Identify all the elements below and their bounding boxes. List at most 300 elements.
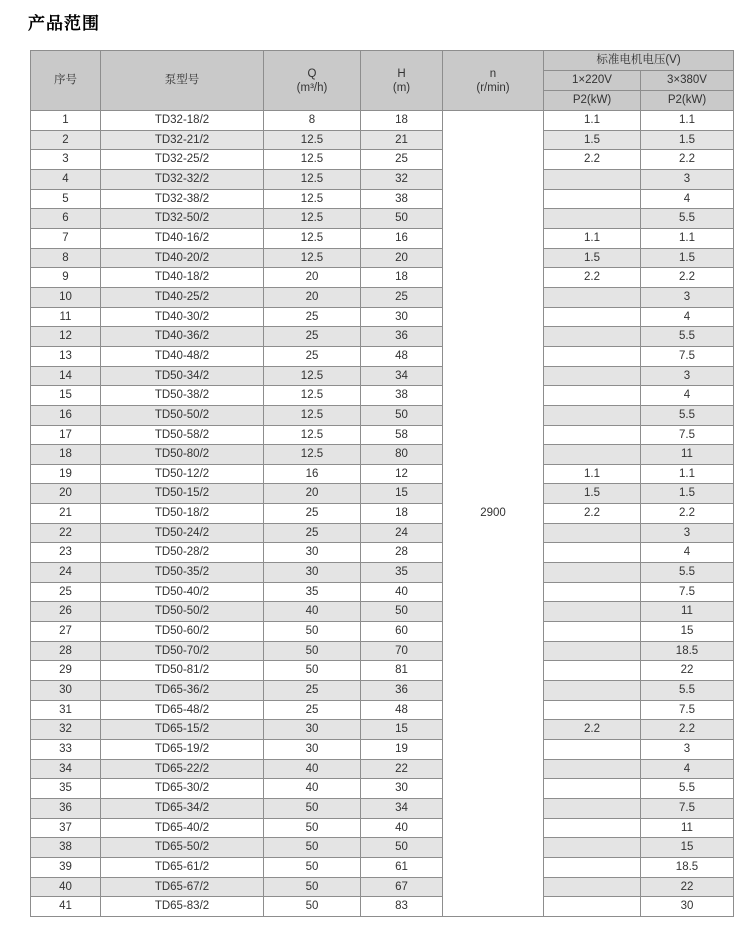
cell-p2-220v — [544, 563, 641, 583]
cell-model: TD32-32/2 — [101, 169, 264, 189]
cell-p2-380v: 5.5 — [641, 209, 734, 229]
cell-model: TD50-38/2 — [101, 386, 264, 406]
table-row — [31, 563, 734, 583]
cell-p2-220v — [544, 740, 641, 760]
header-index: 序号 — [31, 51, 101, 111]
cell-p2-380v: 15 — [641, 838, 734, 858]
cell-p2-380v: 1.5 — [641, 248, 734, 268]
table-row — [31, 346, 734, 366]
table-row — [31, 622, 734, 642]
cell-p2-220v: 2.2 — [544, 504, 641, 524]
cell-p2-220v — [544, 622, 641, 642]
header-speed-n — [443, 51, 544, 111]
table-row — [31, 189, 734, 209]
cell-p2-380v: 7.5 — [641, 700, 734, 720]
cell-p2-220v: 2.2 — [544, 150, 641, 170]
cell-head-h: 21 — [361, 130, 443, 150]
cell-flow-q: 25 — [264, 327, 361, 347]
table-row — [31, 228, 734, 248]
table-row — [31, 641, 734, 661]
cell-flow-q: 12.5 — [264, 405, 361, 425]
cell-index: 25 — [31, 582, 101, 602]
cell-p2-220v — [544, 700, 641, 720]
table-row — [31, 602, 734, 622]
cell-p2-220v — [544, 759, 641, 779]
cell-p2-220v — [544, 405, 641, 425]
table-row — [31, 130, 734, 150]
table-row — [31, 366, 734, 386]
cell-p2-380v: 22 — [641, 661, 734, 681]
cell-model: TD65-48/2 — [101, 700, 264, 720]
cell-p2-380v: 4 — [641, 386, 734, 406]
cell-head-h: 18 — [361, 268, 443, 288]
cell-p2-220v — [544, 386, 641, 406]
table-row — [31, 700, 734, 720]
table-row — [31, 209, 734, 229]
cell-flow-q: 25 — [264, 681, 361, 701]
product-range-table — [30, 50, 734, 917]
cell-p2-380v: 1.1 — [641, 111, 734, 131]
cell-head-h: 36 — [361, 327, 443, 347]
cell-model: TD40-20/2 — [101, 248, 264, 268]
cell-index: 32 — [31, 720, 101, 740]
cell-flow-q: 50 — [264, 857, 361, 877]
cell-head-h: 16 — [361, 228, 443, 248]
cell-p2-380v: 2.2 — [641, 268, 734, 288]
header-h-symbol: H — [397, 67, 406, 80]
cell-head-h: 83 — [361, 897, 443, 917]
table-row — [31, 857, 734, 877]
cell-p2-380v: 1.1 — [641, 464, 734, 484]
cell-index: 3 — [31, 150, 101, 170]
cell-model: TD50-58/2 — [101, 425, 264, 445]
cell-index: 18 — [31, 445, 101, 465]
cell-head-h: 28 — [361, 543, 443, 563]
cell-flow-q: 30 — [264, 563, 361, 583]
cell-flow-q: 20 — [264, 484, 361, 504]
cell-index: 41 — [31, 897, 101, 917]
cell-flow-q: 12.5 — [264, 169, 361, 189]
cell-head-h: 12 — [361, 464, 443, 484]
cell-flow-q: 12.5 — [264, 445, 361, 465]
cell-index: 4 — [31, 169, 101, 189]
header-row-1 — [31, 51, 734, 71]
cell-head-h: 19 — [361, 740, 443, 760]
cell-index: 34 — [31, 759, 101, 779]
cell-head-h: 50 — [361, 602, 443, 622]
cell-index: 14 — [31, 366, 101, 386]
cell-index: 40 — [31, 877, 101, 897]
cell-p2-220v — [544, 602, 641, 622]
cell-model: TD65-50/2 — [101, 838, 264, 858]
cell-p2-380v: 3 — [641, 523, 734, 543]
cell-p2-220v: 1.1 — [544, 228, 641, 248]
header-n-unit: (r/min) — [476, 81, 510, 94]
cell-index: 16 — [31, 405, 101, 425]
cell-p2-220v — [544, 209, 641, 229]
header-voltage-group: 标准电机电压(V) — [544, 51, 734, 71]
cell-p2-220v: 2.2 — [544, 720, 641, 740]
cell-p2-380v: 30 — [641, 897, 734, 917]
cell-index: 7 — [31, 228, 101, 248]
cell-p2-220v — [544, 445, 641, 465]
cell-flow-q: 50 — [264, 897, 361, 917]
cell-head-h: 24 — [361, 523, 443, 543]
cell-head-h: 40 — [361, 818, 443, 838]
cell-flow-q: 50 — [264, 818, 361, 838]
cell-p2-220v — [544, 287, 641, 307]
cell-model: TD50-34/2 — [101, 366, 264, 386]
cell-index: 15 — [31, 386, 101, 406]
header-head-h — [361, 51, 443, 111]
cell-index: 21 — [31, 504, 101, 524]
header-voltage-380v: 3×380V — [641, 71, 734, 91]
cell-p2-380v: 2.2 — [641, 150, 734, 170]
table-row — [31, 248, 734, 268]
cell-model: TD65-22/2 — [101, 759, 264, 779]
cell-head-h: 30 — [361, 307, 443, 327]
cell-head-h: 34 — [361, 366, 443, 386]
header-q-unit: (m³/h) — [296, 81, 328, 94]
cell-index: 30 — [31, 681, 101, 701]
table-row — [31, 897, 734, 917]
cell-model: TD65-36/2 — [101, 681, 264, 701]
cell-p2-380v: 7.5 — [641, 346, 734, 366]
cell-head-h: 15 — [361, 720, 443, 740]
cell-p2-380v: 15 — [641, 622, 734, 642]
cell-p2-220v — [544, 169, 641, 189]
cell-head-h: 34 — [361, 798, 443, 818]
cell-flow-q: 8 — [264, 111, 361, 131]
cell-flow-q: 12.5 — [264, 228, 361, 248]
cell-index: 31 — [31, 700, 101, 720]
cell-p2-220v — [544, 818, 641, 838]
cell-index: 8 — [31, 248, 101, 268]
cell-model: TD65-34/2 — [101, 798, 264, 818]
cell-p2-380v: 18.5 — [641, 641, 734, 661]
cell-model: TD50-12/2 — [101, 464, 264, 484]
cell-model: TD40-36/2 — [101, 327, 264, 347]
cell-p2-220v — [544, 681, 641, 701]
cell-p2-380v: 11 — [641, 602, 734, 622]
header-voltage-220v: 1×220V — [544, 71, 641, 91]
cell-flow-q: 30 — [264, 543, 361, 563]
cell-n-speed: 2900 — [443, 111, 544, 917]
cell-p2-380v: 4 — [641, 307, 734, 327]
cell-model: TD32-21/2 — [101, 130, 264, 150]
cell-index: 9 — [31, 268, 101, 288]
cell-head-h: 30 — [361, 779, 443, 799]
cell-model: TD65-15/2 — [101, 720, 264, 740]
cell-p2-220v — [544, 543, 641, 563]
cell-flow-q: 50 — [264, 641, 361, 661]
cell-p2-220v — [544, 523, 641, 543]
table-row — [31, 386, 734, 406]
cell-model: TD65-30/2 — [101, 779, 264, 799]
table-row — [31, 425, 734, 445]
cell-index: 38 — [31, 838, 101, 858]
cell-flow-q: 50 — [264, 622, 361, 642]
cell-p2-220v — [544, 779, 641, 799]
cell-p2-220v — [544, 877, 641, 897]
cell-model: TD40-18/2 — [101, 268, 264, 288]
cell-index: 10 — [31, 287, 101, 307]
cell-head-h: 60 — [361, 622, 443, 642]
cell-p2-220v — [544, 425, 641, 445]
cell-flow-q: 20 — [264, 287, 361, 307]
cell-model: TD65-67/2 — [101, 877, 264, 897]
cell-p2-380v: 5.5 — [641, 327, 734, 347]
cell-p2-380v: 2.2 — [641, 720, 734, 740]
cell-p2-220v — [544, 641, 641, 661]
cell-p2-220v — [544, 582, 641, 602]
table-row — [31, 779, 734, 799]
cell-index: 13 — [31, 346, 101, 366]
table-row — [31, 464, 734, 484]
cell-head-h: 38 — [361, 386, 443, 406]
table-row — [31, 327, 734, 347]
cell-flow-q: 25 — [264, 346, 361, 366]
cell-flow-q: 12.5 — [264, 248, 361, 268]
header-q-symbol: Q — [307, 67, 317, 80]
table-row — [31, 818, 734, 838]
cell-p2-380v: 1.5 — [641, 130, 734, 150]
cell-p2-220v: 1.5 — [544, 484, 641, 504]
cell-index: 11 — [31, 307, 101, 327]
cell-head-h: 50 — [361, 405, 443, 425]
cell-flow-q: 40 — [264, 602, 361, 622]
cell-head-h: 48 — [361, 700, 443, 720]
cell-flow-q: 12.5 — [264, 425, 361, 445]
cell-p2-380v: 4 — [641, 543, 734, 563]
cell-p2-220v: 2.2 — [544, 268, 641, 288]
cell-index: 6 — [31, 209, 101, 229]
cell-head-h: 38 — [361, 189, 443, 209]
cell-model: TD50-50/2 — [101, 602, 264, 622]
header-flow-q — [264, 51, 361, 111]
table-row — [31, 740, 734, 760]
cell-head-h: 50 — [361, 838, 443, 858]
table-row — [31, 838, 734, 858]
cell-model: TD50-35/2 — [101, 563, 264, 583]
cell-flow-q: 50 — [264, 661, 361, 681]
cell-model: TD40-30/2 — [101, 307, 264, 327]
cell-model: TD50-81/2 — [101, 661, 264, 681]
cell-p2-380v: 5.5 — [641, 563, 734, 583]
cell-model: TD40-48/2 — [101, 346, 264, 366]
cell-head-h: 32 — [361, 169, 443, 189]
cell-model: TD50-60/2 — [101, 622, 264, 642]
cell-flow-q: 25 — [264, 504, 361, 524]
table-row — [31, 111, 734, 131]
cell-model: TD65-61/2 — [101, 857, 264, 877]
cell-p2-380v: 7.5 — [641, 425, 734, 445]
table-body — [31, 111, 734, 917]
cell-model: TD50-15/2 — [101, 484, 264, 504]
cell-p2-220v — [544, 307, 641, 327]
cell-model: TD65-83/2 — [101, 897, 264, 917]
cell-head-h: 25 — [361, 150, 443, 170]
cell-index: 5 — [31, 189, 101, 209]
cell-p2-220v — [544, 366, 641, 386]
cell-p2-380v: 11 — [641, 445, 734, 465]
cell-p2-380v: 2.2 — [641, 504, 734, 524]
cell-p2-220v — [544, 838, 641, 858]
cell-flow-q: 20 — [264, 268, 361, 288]
cell-p2-220v — [544, 189, 641, 209]
cell-model: TD40-25/2 — [101, 287, 264, 307]
cell-p2-380v: 7.5 — [641, 582, 734, 602]
table-row — [31, 268, 734, 288]
cell-model: TD50-24/2 — [101, 523, 264, 543]
cell-p2-380v: 22 — [641, 877, 734, 897]
cell-head-h: 20 — [361, 248, 443, 268]
cell-model: TD50-50/2 — [101, 405, 264, 425]
cell-p2-220v — [544, 857, 641, 877]
cell-p2-220v — [544, 346, 641, 366]
cell-index: 12 — [31, 327, 101, 347]
cell-index: 27 — [31, 622, 101, 642]
cell-index: 20 — [31, 484, 101, 504]
cell-p2-220v: 1.5 — [544, 130, 641, 150]
cell-index: 35 — [31, 779, 101, 799]
cell-model: TD65-40/2 — [101, 818, 264, 838]
cell-flow-q: 25 — [264, 523, 361, 543]
cell-flow-q: 50 — [264, 798, 361, 818]
table-row — [31, 484, 734, 504]
cell-index: 37 — [31, 818, 101, 838]
cell-index: 22 — [31, 523, 101, 543]
cell-index: 36 — [31, 798, 101, 818]
cell-flow-q: 25 — [264, 700, 361, 720]
cell-head-h: 80 — [361, 445, 443, 465]
cell-head-h: 36 — [361, 681, 443, 701]
cell-p2-220v: 1.5 — [544, 248, 641, 268]
page-title: 产品范围 — [28, 14, 100, 33]
cell-flow-q: 12.5 — [264, 209, 361, 229]
header-p2-220v: P2(kW) — [544, 91, 641, 111]
cell-head-h: 35 — [361, 563, 443, 583]
cell-flow-q: 40 — [264, 779, 361, 799]
cell-head-h: 67 — [361, 877, 443, 897]
cell-p2-220v — [544, 798, 641, 818]
cell-index: 29 — [31, 661, 101, 681]
cell-p2-220v — [544, 897, 641, 917]
cell-head-h: 22 — [361, 759, 443, 779]
cell-p2-380v: 5.5 — [641, 779, 734, 799]
table-row — [31, 504, 734, 524]
cell-index: 17 — [31, 425, 101, 445]
cell-head-h: 70 — [361, 641, 443, 661]
cell-p2-220v — [544, 661, 641, 681]
cell-p2-380v: 3 — [641, 287, 734, 307]
cell-model: TD50-40/2 — [101, 582, 264, 602]
header-h-unit: (m) — [392, 81, 411, 94]
table-row — [31, 405, 734, 425]
table-row — [31, 877, 734, 897]
cell-flow-q: 30 — [264, 740, 361, 760]
cell-head-h: 18 — [361, 504, 443, 524]
cell-flow-q: 12.5 — [264, 386, 361, 406]
table-row — [31, 150, 734, 170]
cell-p2-380v: 18.5 — [641, 857, 734, 877]
cell-head-h: 40 — [361, 582, 443, 602]
cell-head-h: 61 — [361, 857, 443, 877]
cell-head-h: 25 — [361, 287, 443, 307]
cell-model: TD32-50/2 — [101, 209, 264, 229]
cell-p2-380v: 1.1 — [641, 228, 734, 248]
cell-head-h: 50 — [361, 209, 443, 229]
table-row — [31, 798, 734, 818]
cell-flow-q: 50 — [264, 838, 361, 858]
cell-model: TD50-18/2 — [101, 504, 264, 524]
cell-index: 39 — [31, 857, 101, 877]
cell-p2-380v: 3 — [641, 740, 734, 760]
cell-model: TD50-80/2 — [101, 445, 264, 465]
cell-flow-q: 25 — [264, 307, 361, 327]
cell-index: 1 — [31, 111, 101, 131]
cell-model: TD65-19/2 — [101, 740, 264, 760]
table-row — [31, 720, 734, 740]
cell-p2-380v: 7.5 — [641, 798, 734, 818]
cell-flow-q: 35 — [264, 582, 361, 602]
cell-flow-q: 40 — [264, 759, 361, 779]
cell-index: 23 — [31, 543, 101, 563]
header-p2-380v: P2(kW) — [641, 91, 734, 111]
cell-model: TD32-25/2 — [101, 150, 264, 170]
cell-model: TD50-70/2 — [101, 641, 264, 661]
table-row — [31, 759, 734, 779]
table-row — [31, 582, 734, 602]
cell-index: 2 — [31, 130, 101, 150]
cell-model: TD32-38/2 — [101, 189, 264, 209]
cell-p2-380v: 4 — [641, 189, 734, 209]
table-row — [31, 681, 734, 701]
cell-head-h: 15 — [361, 484, 443, 504]
cell-flow-q: 12.5 — [264, 366, 361, 386]
cell-flow-q: 12.5 — [264, 130, 361, 150]
cell-model: TD50-28/2 — [101, 543, 264, 563]
cell-head-h: 81 — [361, 661, 443, 681]
table-row — [31, 661, 734, 681]
cell-p2-220v — [544, 327, 641, 347]
table-row — [31, 543, 734, 563]
cell-flow-q: 12.5 — [264, 189, 361, 209]
cell-index: 19 — [31, 464, 101, 484]
cell-flow-q: 50 — [264, 877, 361, 897]
table-row — [31, 445, 734, 465]
table-row — [31, 307, 734, 327]
cell-p2-380v: 11 — [641, 818, 734, 838]
cell-index: 26 — [31, 602, 101, 622]
table-header — [31, 51, 734, 111]
cell-head-h: 48 — [361, 346, 443, 366]
cell-flow-q: 12.5 — [264, 150, 361, 170]
cell-flow-q: 16 — [264, 464, 361, 484]
cell-p2-220v: 1.1 — [544, 111, 641, 131]
cell-p2-380v: 3 — [641, 169, 734, 189]
cell-p2-380v: 5.5 — [641, 681, 734, 701]
header-n-symbol: n — [489, 67, 497, 80]
cell-head-h: 58 — [361, 425, 443, 445]
table-row — [31, 523, 734, 543]
cell-p2-380v: 3 — [641, 366, 734, 386]
table-row — [31, 169, 734, 189]
cell-p2-380v: 5.5 — [641, 405, 734, 425]
cell-p2-380v: 1.5 — [641, 484, 734, 504]
cell-flow-q: 30 — [264, 720, 361, 740]
cell-model: TD32-18/2 — [101, 111, 264, 131]
